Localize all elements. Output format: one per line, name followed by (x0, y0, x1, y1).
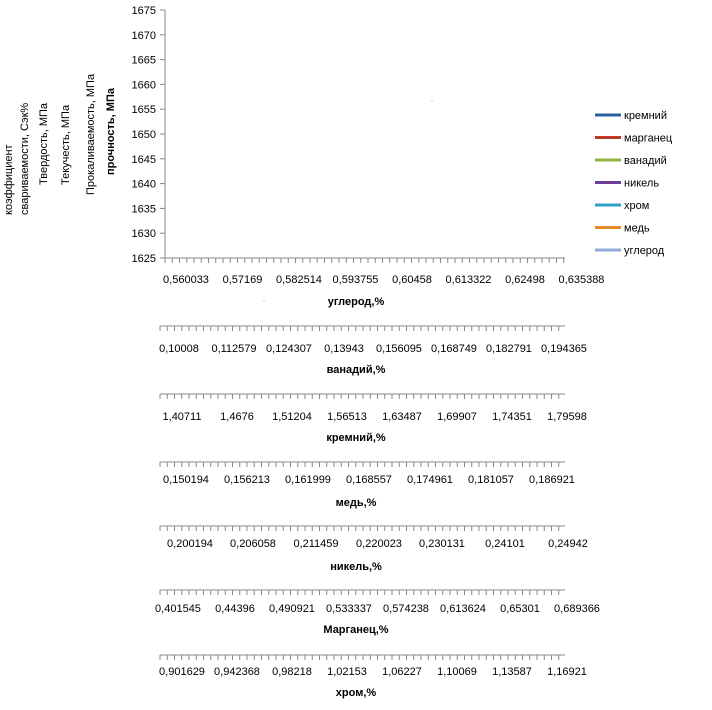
plot-artifact (263, 300, 264, 301)
x-tick-label: 0,181057 (468, 474, 514, 486)
x-tick-label: 1,69907 (437, 411, 477, 423)
x-tick-label: 0,124307 (266, 343, 312, 355)
x-tick-label: 0,98218 (272, 666, 312, 678)
x-tick-label: 1,06227 (382, 666, 422, 678)
x-tick-label: 0,174961 (407, 474, 453, 486)
x-tick-label: 1,74351 (492, 411, 532, 423)
x-tick-label: 0,168557 (346, 474, 392, 486)
x-tick-label: 0,156213 (224, 474, 270, 486)
x-tick-label: 0,613322 (445, 274, 492, 286)
ylabel-weldability-line1: коэффициент (3, 144, 15, 215)
y-tick-label: 1650 (131, 129, 156, 141)
x-tick-label: 0,211459 (293, 538, 339, 550)
x-tick-label: 0,168749 (431, 343, 477, 355)
legend-label: никель (624, 177, 660, 190)
x-tick-label: 1,16921 (547, 666, 587, 678)
x-tick-label: 0,574238 (383, 603, 429, 615)
plot-artifact (431, 100, 432, 101)
y-tick-label: 1635 (131, 203, 156, 216)
x-tick-label: 0,490921 (269, 603, 315, 615)
x-tick-label: 0,942368 (214, 666, 260, 678)
x-tick-label: 0,44396 (215, 603, 255, 615)
x-tick-label: 0,112579 (211, 343, 257, 355)
x-tick-label: 0,689366 (554, 603, 600, 615)
x-tick-label: 0,230131 (419, 538, 465, 550)
x-tick-label: 0,156095 (376, 343, 422, 355)
x-tick-label: 0,186921 (529, 474, 575, 486)
x-tick-label: 0,401545 (155, 603, 201, 615)
x-tick-label: 0,560033 (163, 274, 209, 286)
x-tick-label: 0,533337 (326, 603, 372, 615)
x-tick-label: 1,02153 (327, 666, 367, 678)
x-tick-label: 0,24101 (485, 538, 525, 550)
x-axis-title: кремний,% (326, 432, 386, 444)
x-axis-title: Марганец,% (323, 624, 389, 636)
x-axis-title: ванадий,% (326, 364, 386, 376)
legend-label: медь (624, 222, 650, 235)
x-tick-label: 0,206058 (230, 538, 276, 550)
ylabel-strength: прочность, МПа (105, 88, 117, 175)
x-axis-title: никель,% (330, 561, 382, 573)
x-tick-label: 0,150194 (163, 474, 209, 486)
x-tick-label: 0,60458 (392, 274, 432, 286)
legend-label: углерод (624, 245, 665, 257)
x-axis-title: медь,% (335, 497, 377, 509)
x-axis-title: углерод,% (327, 296, 385, 308)
x-tick-label: 0,194365 (541, 343, 587, 355)
x-tick-label: 0,57169 (222, 274, 263, 286)
y-tick-label: 1655 (131, 104, 156, 117)
x-tick-label: 0,613624 (440, 603, 486, 615)
x-tick-label: 0,635388 (558, 274, 605, 286)
y-tick-label: 1665 (131, 54, 156, 67)
x-tick-label: 0,901629 (159, 666, 205, 678)
x-tick-label: 0,13943 (324, 343, 364, 355)
y-tick-label: 1630 (131, 228, 156, 241)
x-tick-label: 0,182791 (486, 343, 532, 355)
y-tick-label: 1675 (131, 5, 156, 17)
ylabel-hardness: Твердость, МПа (38, 102, 50, 185)
legend-label: марганец (624, 132, 673, 145)
x-tick-label: 0,65301 (500, 603, 540, 615)
x-tick-label: 0,161999 (285, 474, 331, 486)
x-tick-label: 0,24942 (548, 538, 588, 550)
legend-label: ванадий (624, 155, 667, 167)
x-tick-label: 0,220023 (356, 538, 402, 550)
x-tick-label: 0,200194 (167, 538, 213, 550)
y-tick-label: 1670 (131, 29, 156, 42)
y-tick-label: 1640 (131, 178, 156, 191)
y-tick-label: 1645 (131, 153, 156, 166)
ylabel-weldability-line2: свариваемости, Сэк% (19, 102, 31, 215)
x-axis-title: хром,% (335, 687, 377, 699)
x-tick-label: 1,56513 (327, 411, 367, 423)
x-tick-label: 1,13587 (492, 666, 532, 678)
x-tick-label: 1,51204 (272, 411, 312, 423)
x-tick-label: 0,62498 (505, 274, 545, 286)
x-tick-label: 1,79598 (547, 411, 587, 423)
ylabel-hardenability: Прокаливаемость, МПа (85, 73, 97, 195)
ylabel-yield: Текучесть, МПа (60, 104, 72, 185)
x-tick-label: 0,582514 (276, 274, 322, 286)
x-tick-label: 1,4676 (220, 411, 254, 423)
x-tick-label: 0,593755 (332, 274, 379, 286)
y-tick-label: 1660 (131, 79, 156, 92)
x-tick-label: 1,10069 (437, 666, 477, 678)
x-tick-label: 0,10008 (159, 343, 199, 355)
legend-label: хром (624, 200, 650, 212)
x-tick-label: 1,40711 (162, 411, 202, 423)
legend-label: кремний (624, 110, 667, 122)
x-tick-label: 1,63487 (382, 411, 422, 423)
y-tick-label: 1625 (131, 253, 156, 265)
